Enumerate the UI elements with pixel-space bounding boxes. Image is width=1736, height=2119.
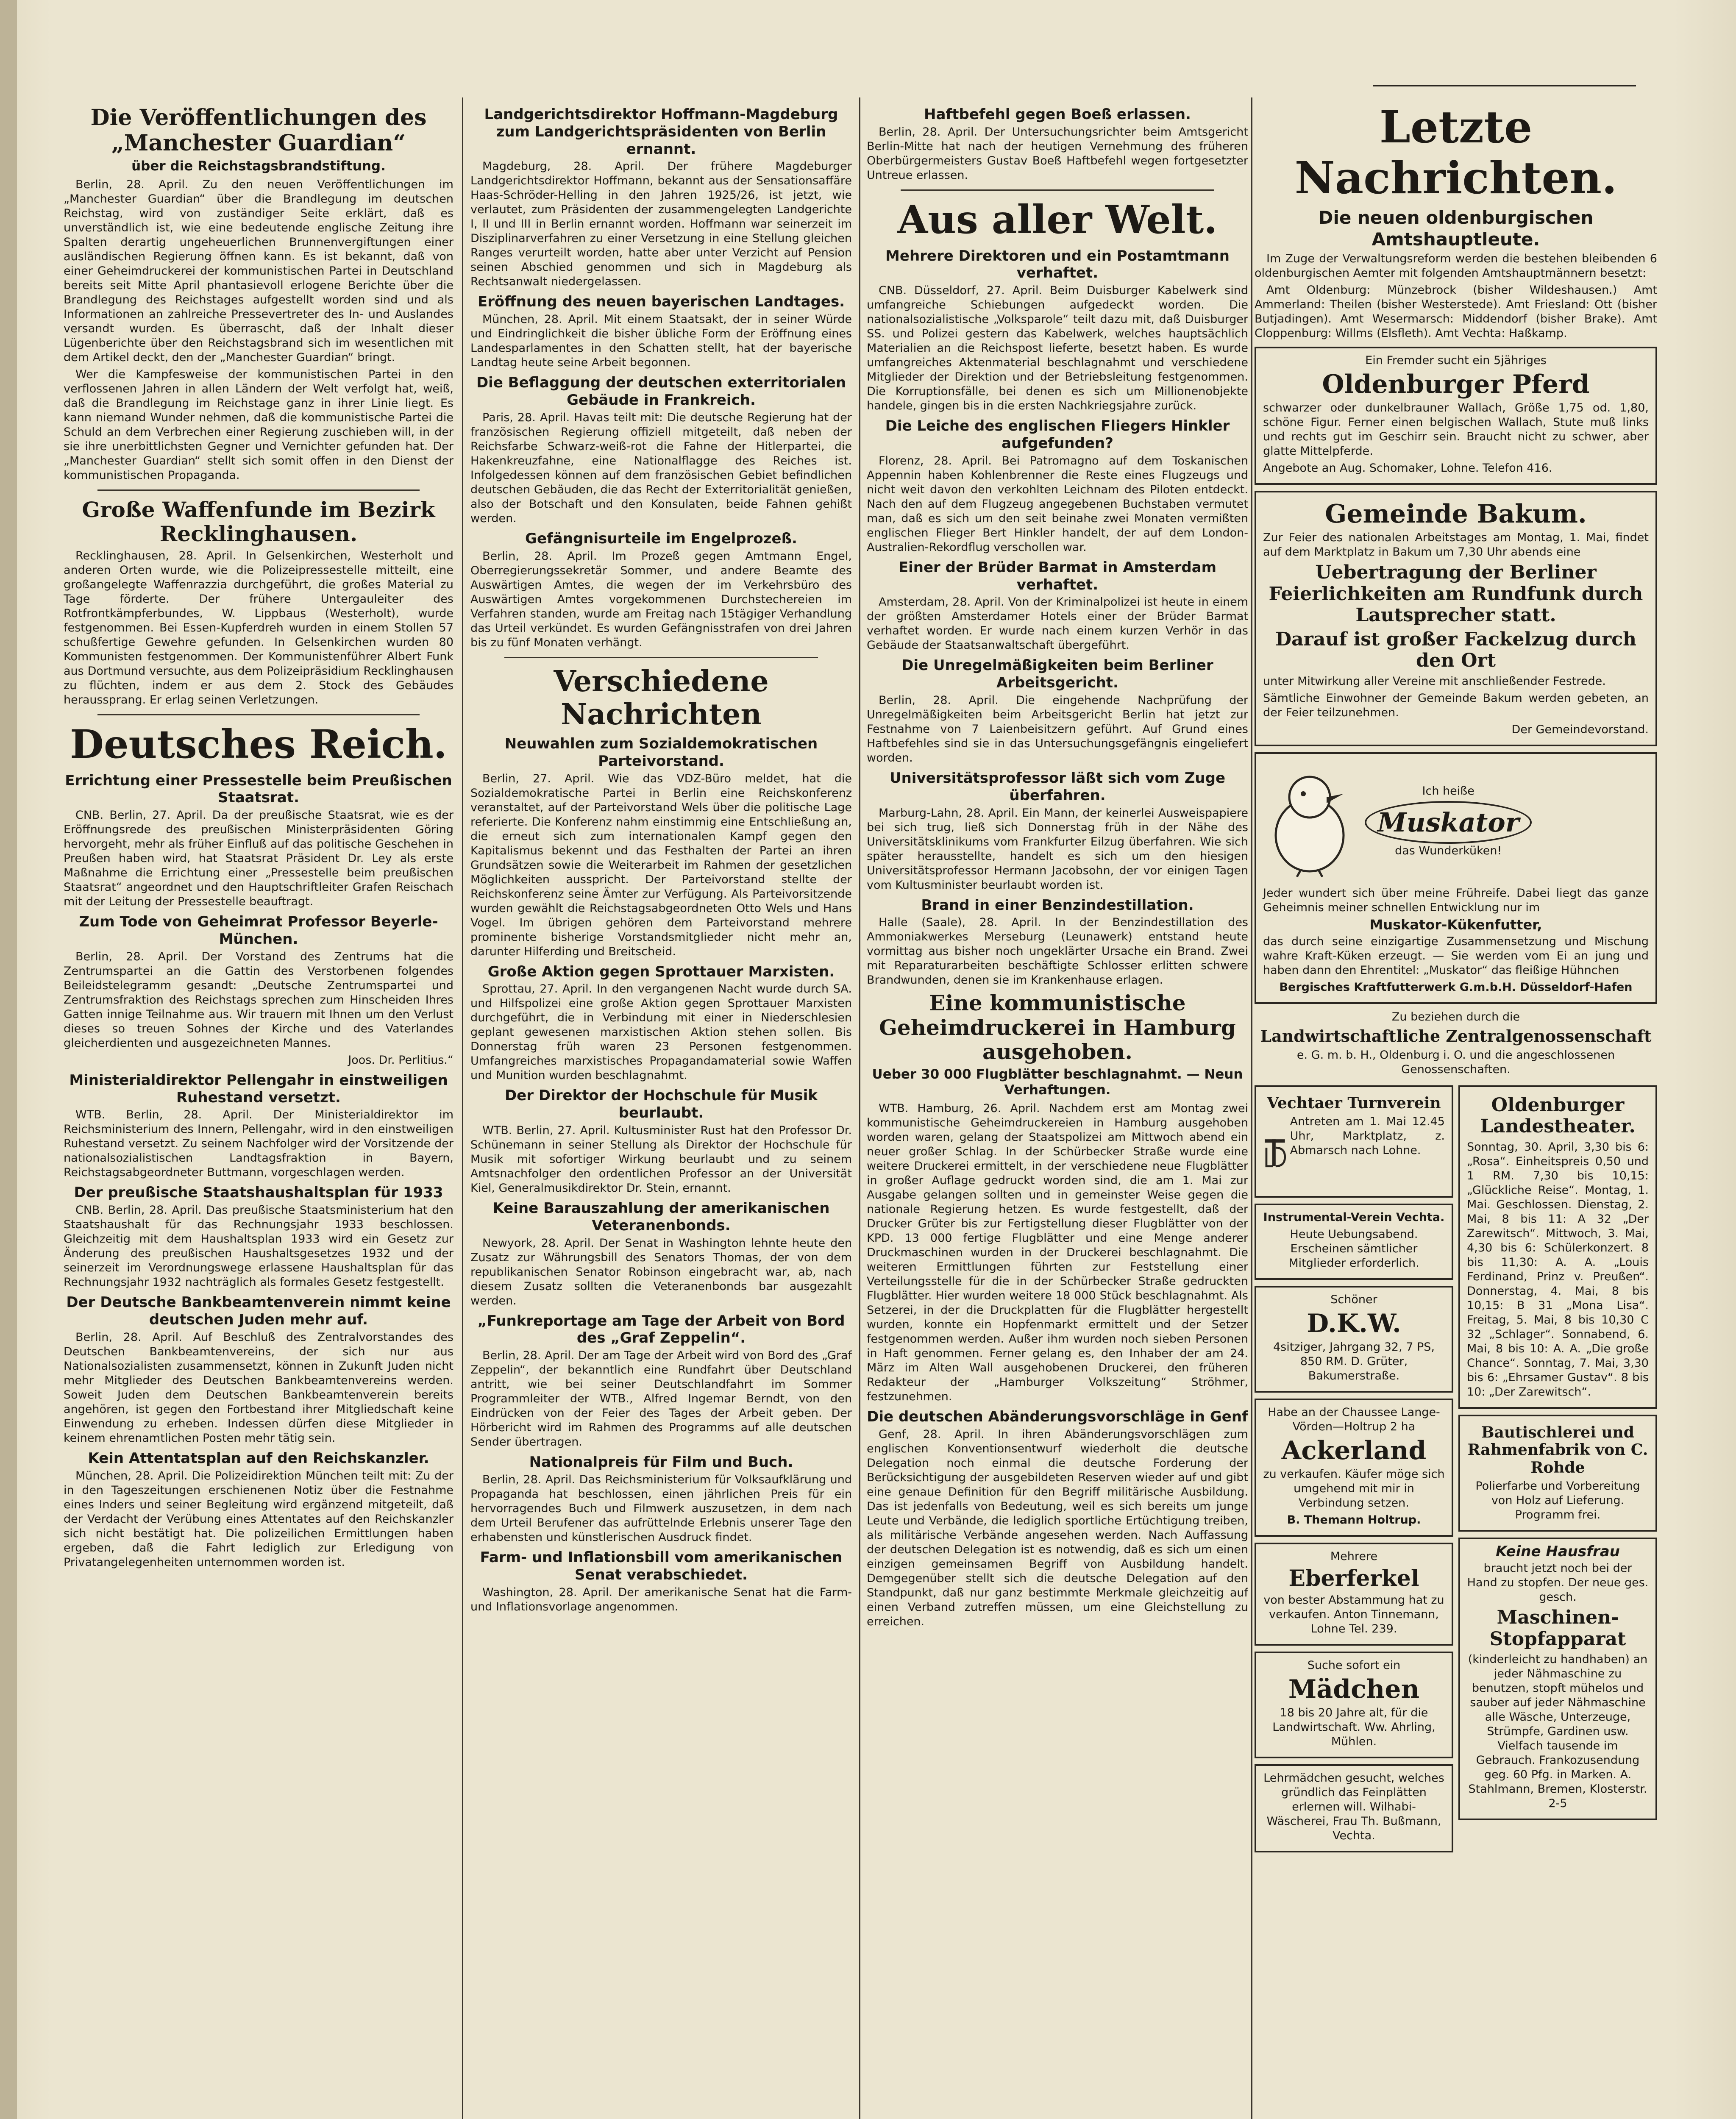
ad-text: Ich heiße xyxy=(1422,784,1474,798)
ad-title: Bautischlerei und Rahmenfabrik von C. Rohde xyxy=(1467,1423,1648,1477)
headline: Die neuen oldenburgischen Amtshauptleute. xyxy=(1318,207,1594,250)
section-title: Verschiedene Nachrichten xyxy=(554,664,769,731)
article-text: Sprottau, 27. April. In den vergangenen Nacht wurde durch SA. und Hilfspolizei eine große Aktion gegen Sprottauer Marxisten durchgeführt, die in Verbindung mit einer in Niederschlesien geplant gewesenen marxistischen Aktion stehen sollen. Bis Donnerstag früh waren 23 Personen festgenommen. Umfangreiches marxistisches Propagandamaterial sowie Waffen und Munition wurden beschlagnahmt. xyxy=(470,982,852,1082)
section-title: Deutsches Reich. xyxy=(70,721,447,767)
article-text: Berlin, 28. April. Im Prozeß gegen Amtmann Engel, Oberregierungssekretär Sommer, und andere Beamte des Auswärtigen Amtes, die wegen der im Verkehrsbüro des Auswärtigen Amtes vorgekommenen Durchstechereien im Verfahren standen, wurde am Freitag nach 15tägiger Verhandlung das Urteil verkündet. Es wurden Gefängnisstrafen von drei Jahren bis zu fünf Monaten verhängt. xyxy=(470,549,852,649)
article-text: Recklinghausen, 28. April. In Gelsenkirchen, Westerholt und anderen Orten wurde, wie die Polizeipressestelle mitteilt, eine großangelegte Waffenrazzia durchgeführt, die großes Material zu Tage förderte. Der frühere Untergauleiter des Rotfrontkämpferbundes, W. Lippbaus (Westerholt), wurde festgenommen. Bei Essen-Kupferdreh wurden in einem Stollen 57 schußfertige Gewehre gefunden. In Gelsenkirchen wurden 80 Kommunisten festgenommen. Der Kommunistenführer Albert Funk aus Dortmund versuchte, aus dem Polizeipräsidium Recklinghausen zu flüchten, indem er aus dem 2. Stock des Gebäudes heraussprang. Er erlag seinen Verletzungen. xyxy=(64,549,453,706)
ad-text: (kinderleicht zu handhaben) an jeder Nähmaschine zu benutzen, stopft mühelos und sauber auf jeder Nähmaschine alle Wäsche, Unterzeuge, Strümpfe, Gardinen usw. Vielfach tausende im Gebrauch. Frankozusendung geg. 60 Pfg. in Marken. A. Stahlmann, Bremen, Klosterstr. 2-5 xyxy=(1468,1653,1648,1810)
article-text: WTB. Berlin, 28. April. Der Ministerialdirektor im Reichsministerium des Innern, Pellengahr, wird in den einstweiligen Ruhestand versetzt. Zu seinem Nachfolger wird der Vorsitzende der nationalsozialistischen Landtagsfraktion in Bayern, Reichstagsabgeordneter Buttmann, vorgeschlagen werden. xyxy=(64,1108,453,1179)
ad-instrumental xyxy=(1255,1204,1453,1280)
separator xyxy=(97,489,420,491)
ad-text: zu verkaufen. Käufer möge sich umgehend mit mir in Verbindung setzen. xyxy=(1263,1468,1445,1510)
headline: Farm- und Inflationsbill vom amerikanischen Senat verabschiedet. xyxy=(480,1549,843,1583)
ad-eberferkel xyxy=(1255,1543,1453,1646)
separator xyxy=(901,189,1214,191)
article-text: Berlin, 28. April. Das Reichsministerium für Volksaufklärung und Propaganda hat beschlossen, einen jährlichen Preis für ein hervorragendes Buch und Filmwerk auszusetzen, in dem nach dem Urteil Berufener das aufrüttelnde Erlebnis unserer Tage den erhabensten und künstlerischen Ausdruck findet. xyxy=(470,1473,852,1544)
headline: Die Unregelmäßigkeiten beim Berliner Arbeitsgericht. xyxy=(901,657,1213,692)
ad-muskator xyxy=(1255,752,1657,1004)
headline: Haftbefehl gegen Boeß erlassen. xyxy=(924,106,1191,123)
article-text: Newyork, 28. April. Der Senat in Washington lehnte heute den Zusatz zur Währungsbill des Senators Thomas, der von dem republikanischen Senator Robinson eingebracht war, ab, nach diesem Zusatz sollten die Veteranenbonds bar ausgezahlt werden. xyxy=(470,1236,852,1307)
column-1 xyxy=(64,102,453,2119)
column-4 xyxy=(1255,102,1657,2119)
headline: „Funkreportage am Tage der Arbeit von Bord des „Graf Zeppelin“. xyxy=(477,1312,845,1347)
column-rule xyxy=(859,97,860,2119)
article-text: CNB. Düsseldorf, 27. April. Beim Duisburger Kabelwerk sind umfangreiche Schiebungen aufgedeckt worden. Die nationalsozialistische „Volksparole“ teilt dazu mit, daß Duisburger SS. und Polizei gestern das Kabelwerk, welches hauptsächlich Materialien an die Reichspost lieferte, besetzt haben. Es wurde umfangreiches Aktenmaterial beschlagnahmt und verschiedene Mitglieder der Direktion und der Betriebsleitung festgenommen. Die Korruptionsfälle, bei denen es sich um Millionenobjekte handele, gingen bis in die ersten Nachkriegsjahre zurück. xyxy=(867,284,1248,413)
ad-title: Eberferkel xyxy=(1288,1566,1419,1592)
article-text: WTB. Berlin, 27. April. Kultusminister Rust hat den Professor Dr. Schünemann in seiner Stellung als Direktor der Hochschule für Musik mit sofortiger Wirkung beurlaubt und zu seinem Amtsnachfolger den ordentlichen Professor an der Universität Kiel, Generalmusikdirektor Dr. Stein, ernannt. xyxy=(470,1123,852,1195)
article-text: Paris, 28. April. Havas teilt mit: Die deutsche Regierung hat der französischen Regierung offiziell mitgeteilt, daß neben der Reichsfarbe Schwarz-weiß-rot die Fahne der Hitlerpartei, die Hakenkreuzfahne, eine Nationalflagge des Reiches ist. Infolgedessen können auf dem französischen Gebiet befindlichen deutschen Gebäuden, die das Recht der Exterritorialität genießen, also der Botschaft und den Konsulaten, beide Fahnen gehißt werden. xyxy=(470,411,852,525)
section-title: Letzte Nachrichten. xyxy=(1294,102,1617,204)
headline: Nationalpreis für Film und Buch. xyxy=(529,1454,793,1471)
headline: Die Veröffentlichungen des „Manchester Guardian“ xyxy=(90,105,427,156)
article-text: Berlin, 28. April. Zu den neuen Veröffentlichungen im „Manchester Guardian“ über die Brandlegung im deutschen Reichstag, wird von zuständiger Seite erklärt, daß es unverständlich ist, wie eine bedeutende englische Zeitung ihre Spalten derartig ungeheuerlichen Brunnenvergiftungen einer ausländischen Regierung öffnen kann. Es ist bekannt, daß von einer Geheimdruckerei der kommunistischen Partei in Deutschland bereits seit Mitte April phantasievoll erlogene Berichte über die Brandlegung des Reichstages aufgestellt worden sind und als Informationen an zahlreiche Pressevertreter des In- und Auslandes versandt wurden. Es überrascht, daß der Inhalt dieser Lügenberichte über den Reichstagsbrand sich im wesentlichen mit dem Artikel deckt, den der „Manchester Guardian“ bringt. xyxy=(64,178,453,364)
article-text: Genf, 28. April. In ihren Abänderungsvorschlägen zum englischen Konventionsentwurf wiederholt die deutsche Delegation noch einmal die deutsche Forderung der Berücksichtigung der ausgebildeten Reserven wieder auf und gibt eine genaue Definition für den Begriff militärische Ausbildung. Das ist jedenfalls von Bedeutung, weil es sich bereits um junge Leute und Verbände, die lediglich sportliche Ertüchtigung treiben, als militärische Verbände angesehen werden. Nach Auffassung der deutschen Delegation ist es notwendig, daß es sich um einen einzigen gemeinsamen Begriff von Ausbildung handelt. Demgegenüber stellt sich die deutsche Delegation auf den Standpunkt, daß nur ganz bestimmte Merkmale gleichzeitig auf einen Verband zutreffen müssen, um eine Gleichstellung zu erreichen. xyxy=(867,1428,1248,1629)
article-text: München, 28. April. Mit einem Staatsakt, der in seiner Würde und Eindringlichkeit die bisher übliche Form der Eröffnung eines Landesparlamentes in den Schatten stellt, hat der bayerische Landtag heute seine Arbeit begonnen. xyxy=(470,313,852,370)
ad-title: Keine Hausfrau xyxy=(1496,1543,1620,1560)
ad-text: das durch seine einzigartige Zusammensetzung und Mischung wahre Kraft-Küken erzeugt. — Sie werden vom Ei an jung und haben dann den Ehrentitel: „Muskator“ das fleißige Hühnchen xyxy=(1263,934,1649,977)
ad-text: B. Themann Holtrup. xyxy=(1287,1513,1421,1527)
ad-title: D.K.W. xyxy=(1307,1309,1401,1339)
ad-text: Antreten am 1. Mai 12.45 Uhr, Marktplatz, z. Abmarsch nach Lohne. xyxy=(1290,1115,1445,1157)
headline: Eine kommunistische Geheimdruckerei in Hamburg ausgehoben. xyxy=(879,990,1236,1065)
article-text: Berlin, 28. April. Die eingehende Nachprüfung der Unregelmäßigkeiten beim Arbeitsgericht Berlin hat jetzt zur Festnahme von 7 Laienbeisitzern geführt. Auf Grund eines Haftbefehles sind sie in das Untersuchungsgefängnis eingeliefert worden. xyxy=(867,693,1248,765)
article-text: Berlin, 28. April. Der am Tage der Arbeit wird von Bord des „Graf Zeppelin“, der bekanntlich eine Rundfahrt über Deutschland antritt, wie bei seiner Deutschlandfahrt im Sommer Programmleiter der WTB., Alfred Ingemar Berndt, von den Eindrücken von der Feier des Tages der Arbeit geben. Der Hörbericht wird im Rahmen des Programms auf alle deutschen Sender übertragen. xyxy=(470,1349,852,1449)
ad-text: Habe an der Chaussee Lange-Vörden—Holtrup 2 ha xyxy=(1268,1406,1440,1434)
header-rule xyxy=(1373,85,1636,86)
ad-turnverein xyxy=(1255,1085,1453,1198)
ad-text: das Wunderküken! xyxy=(1395,844,1502,858)
ad-text: e. G. m. b. H., Oldenburg i. O. und die angeschlossenen Genossenschaften. xyxy=(1296,1048,1615,1076)
signature: Joos. Dr. Perlitius.“ xyxy=(348,1053,453,1067)
ad-title: Oldenburger Landestheater. xyxy=(1480,1094,1636,1137)
headline: Universitätsprofessor läßt sich vom Zuge überfahren. xyxy=(889,769,1226,804)
ad-text: Ein Fremder sucht ein 5jähriges xyxy=(1365,353,1547,367)
headline: Einer der Brüder Barmat in Amsterdam verhaftet. xyxy=(898,559,1217,593)
ad-maedchen xyxy=(1255,1652,1453,1758)
headline: Der Direktor der Hochschule für Musik beurlaubt. xyxy=(504,1087,818,1122)
headline: Der Deutsche Bankbeamtenverein nimmt keine deutschen Juden mehr auf. xyxy=(66,1294,451,1328)
ad-text: braucht jetzt noch bei der Hand zu stopfen. Der neue ges. gesch. xyxy=(1467,1561,1649,1604)
headline: Der preußische Staatshaushaltsplan für 1933 xyxy=(74,1184,443,1201)
headline: Die Leiche des englischen Fliegers Hinkler aufgefunden? xyxy=(885,417,1230,452)
ad-signature: Der Gemeindevorstand. xyxy=(1511,723,1649,736)
subheadline: Ueber 30 000 Flugblätter beschlagnahmt. — Neun Verhaftungen. xyxy=(872,1066,1243,1098)
headline: Kein Attentatsplan auf den Reichskanzler. xyxy=(88,1449,429,1467)
ad-bakum xyxy=(1255,491,1657,746)
headline: Gefängnisurteile im Engelprozeß. xyxy=(525,530,797,547)
headline: Neuwahlen zum Sozialdemokratischen Parteivorstand. xyxy=(504,735,818,770)
ad-title: Oldenburger Pferd xyxy=(1322,369,1590,399)
ad-theater xyxy=(1458,1085,1657,1409)
ad-text: unter Mitwirkung aller Vereine mit anschließender Festrede. xyxy=(1263,674,1606,688)
ad-headline: Uebertragung der Berliner Feierlichkeiten am Rundfunk durch Lautsprecher statt. xyxy=(1269,561,1643,626)
article-text: Wer die Kampfesweise der kommunistischen Partei in den verflossenen Jahren in allen Ländern der Welt verfolgt hat, weiß, daß die Brandlegung im Reichstage ganz in ihrer Linie liegt. Es kann niemand Wunder nehmen, daß die kommunistische Partei die Schuld an dem Verbrechen einer Regierung zuschieben will, in der sie ihre unerbittlichsten Gegner und Vernichter gefunden hat. Der „Manchester Guardian“ stellt sich somit offen in den Dienst der kommunistischen Propaganda. xyxy=(64,367,453,482)
ad-text: Heute Uebungsabend. Erscheinen sämtlicher Mitglieder erforderlich. xyxy=(1288,1228,1419,1270)
ad-text: Bergisches Kraftfutterwerk G.m.b.H. Düsseldorf-Hafen xyxy=(1279,980,1633,994)
headline: Die Beflaggung der deutschen exterritorialen Gebäude in Frankreich. xyxy=(476,374,846,409)
headline: Zum Tode von Geheimrat Professor Beyerle-München. xyxy=(79,913,438,948)
ad-title: Maschinen-Stopfapparat xyxy=(1489,1606,1626,1650)
ad-text: Polierfarbe und Vorbereitung von Holz auf Lieferung. Programm frei. xyxy=(1475,1479,1640,1521)
ad-horse xyxy=(1255,347,1657,485)
ad-title: Instrumental-Verein Vechta. xyxy=(1263,1211,1445,1224)
headline: Brand in einer Benzindestillation. xyxy=(921,896,1194,914)
chick-illustration-icon xyxy=(1263,768,1356,878)
ad-text: Muskator-Kükenfutter, xyxy=(1369,916,1542,933)
ad-text: 4sitziger, Jahrgang 32, 7 PS, 850 RM. D. Grüter, Bakumerstraße. xyxy=(1273,1340,1435,1383)
headline: Große Aktion gegen Sprottauer Marxisten. xyxy=(487,963,835,980)
turnverein-logo-icon xyxy=(1263,1115,1287,1191)
headline: Landgerichtsdirektor Hoffmann-Magdeburg zum Landgerichtspräsidenten von Berlin ernannt. xyxy=(484,106,838,158)
article-text: Halle (Saale), 28. April. In der Benzindestillation des Ammoniakwerkes Merseburg (Leunawerk) entstand heute vormittag aus bisher noch ungeklärter Ursache ein Brand. Zwei mit Reparaturarbeiten beschäftigte Schlosser erlitten schwere Brandwunden, denen sie im Krankenhause erlagen. xyxy=(867,916,1248,987)
column-rule xyxy=(462,97,463,2119)
ad-text: Suche sofort ein xyxy=(1307,1659,1401,1672)
ad-wilhabi xyxy=(1255,1764,1453,1852)
article-text: Washington, 28. April. Der amerikanische Senat hat die Farm- und Inflationsvorlage angenommen. xyxy=(470,1585,852,1613)
headline: Ministerialdirektor Pellengahr in einstweiligen Ruhestand versetzt. xyxy=(69,1071,448,1106)
ad-logo: Muskator xyxy=(1365,801,1532,844)
article-text: Magdeburg, 28. April. Der frühere Magdeburger Landgerichtsdirektor Hoffmann, bekannt aus der Sensationsaffäre Haas-Schröder-Helling in den Jahren 1925/26, ist jetzt, wie verlautet, zum Präsidenten der zusammengelegten Landgerichte I, II und III in Berlin ernannt worden. Hoffmann war seinerzeit im Disziplinarverfahren zu einer Versetzung in eine Stellung gleichen Ranges verurteilt worden, hatte aber unter Verzicht auf Pension seinen Abschied genommen und sich in Magdeburg als Rechtsanwalt niedergelassen. xyxy=(470,160,852,289)
article-text: CNB. Berlin, 28. April. Das preußische Staatsministerium hat den Staatshaushalt für das Rechnungsjahr 1933 beschlossen. Gleichzeitig mit dem Haushaltsplan 1933 wird ein Gesetz zur Änderung des preußischen Haushaltsgesetzes 1932 und der seinerzeit im Verordnungswege erlassene Haushaltsplan für das Rechnungsjahr 1932 nachträglich als formales Gesetz festgestellt. xyxy=(64,1204,453,1289)
ad-text: 18 bis 20 Jahre alt, für die Landwirtschaft. Ww. Ahrling, Mühlen. xyxy=(1272,1706,1436,1749)
ad-headline: Landwirtschaftliche Zentralgenossenschaft xyxy=(1260,1026,1652,1046)
ad-text: Zur Feier des nationalen Arbeitstages am Montag, 1. Mai, findet auf dem Marktplatz in Bakum um 7,30 Uhr abends eine xyxy=(1263,531,1649,559)
headline: Errichtung einer Pressestelle beim Preußischen Staatsrat. xyxy=(65,772,452,806)
ad-text: Sonntag, 30. April, 3,30 bis 6: „Rosa“. Einheitspreis 0,50 und 1 RM. 7,30 bis 10,15: „Glückliche Reise“. Montag, 1. Mai. Geschlossen. Dienstag, 2. Mai, 8 bis 11: A 32 „Der Zarewitsch“. Mittwoch, 3. Mai, 4,30 bis 6: Schülerkonzert. 8 bis 11,30: A. A. „Louis Ferdinand, Prinz v. Preußen“. Donnerstag, 4. Mai, 8 bis 10,15: B 31 „Mona Lisa“. Freitag, 5. Mai, 8 bis 10,30 C 32 „Schlager“. Sonnabend, 6. Mai, 8 bis 10: A. A. „Die große Chance“. Sonntag, 7. Mai, 3,30 bis 6: „Ehrsamer Gustav“. 8 bis 10: „Der Zarewitsch“. xyxy=(1467,1140,1649,1399)
column-3 xyxy=(867,102,1248,2119)
article-text: Florenz, 28. April. Bei Patromagno auf dem Toskanischen Appennin haben Kohlenbrenner die Reste eines Flugzeugs und nicht weit davon den verkohlten Leichnam des Piloten entdeckt. Nach den auf dem Flugzeug angegebenen Buchstaben vermutet man, daß es sich um den seit beinahe zwei Monaten vermißten englischen Flieger Bert Hinkler handelt, der auf dem London-Australien-Rekordflug verschollen war. xyxy=(867,454,1248,554)
article-text: Berlin, 28. April. Auf Beschluß des Zentralvorstandes des Deutschen Bankbeamtenvereins, der sich nur aus Nationalsozialisten zusammensetzt, können in Zukunft Juden nicht mehr Mitglieder des Deutschen Bankbeamtenvereins werden. Soweit Juden dem Deutschen Bankbeamtenverein bereits angehören, ist gegen den Fortbestand ihrer Mitgliedschaft keine Einwendung zu erheben. Indessen dürfen diese Mitglieder in keinem ehrenamtlichen Posten mehr tätig sein. xyxy=(64,1330,453,1445)
page-edge xyxy=(0,0,17,2119)
ad-text: schwarzer oder dunkelbrauner Wallach, Größe 1,75 od. 1,80, schöne Figur. Ferner einen belgischen Wallach, Stute muß links und rechts gut im Geschirr sein. Braucht nicht zu schwer, aber glatte Mittelpferde. xyxy=(1263,401,1649,458)
ad-text: Lehrmädchen gesucht, welches gründlich das Feinplätten erlernen will. Wilhabi-Wäscherei, Frau Th. Bußmann, Vechta. xyxy=(1263,1771,1444,1843)
article-text: Amsterdam, 28. April. Von der Kriminalpolizei ist heute in einem der größten Amsterdamer Hotels einer der Brüder Barmat verhaftet worden. Er wurde nach einem kurzen Verhör in das Gebäude der Staatsanwaltschaft übergeführt. xyxy=(867,595,1248,652)
article-text: Im Zuge der Verwaltungsreform werden die bestehen bleibenden 6 oldenburgischen Aemter mit folgenden Amtshauptmännern besetzt: xyxy=(1255,252,1657,280)
article-text: Marburg-Lahn, 28. April. Ein Mann, der keinerlei Ausweispapiere bei sich trug, ließ sich Donnerstag früh in der Nähe des Universitätsklinikums vom Frankfurter Eilzug überfahren. Wie sich später herausstellte, handelt es sich um den hiesigen Universitätsprofessor Hermann Jacobsohn, der vor einigen Tagen vom Kultusminister beurlaubt worden ist. xyxy=(867,806,1248,892)
ad-text: Zu beziehen durch die xyxy=(1391,1010,1520,1023)
section-title: Aus aller Welt. xyxy=(897,196,1218,242)
separator xyxy=(97,714,420,715)
ad-text: Angebote an Aug. Schomaker, Lohne. Telefon 416. xyxy=(1263,461,1552,475)
headline: Mehrere Direktoren und ein Postamtmann verhaftet. xyxy=(885,247,1230,282)
article-text: CNB. Berlin, 27. April. Da der preußische Staatsrat, wie es der Eröffnungsrede des preußischen Ministerpräsidenten Göring hervorgeht, mehr als früher Einfluß auf das politische Geschehen in Preußen haben wird, hat Staatsrat Präsident Dr. Ley als erste Maßnahme die Errichtung einer „Pressestelle beim preußischen Staatsrat“ angeordnet und den Hauptschriftleiter Grafen Reischach mit der Leitung der Pressestelle beauftragt. xyxy=(64,809,453,909)
ad-rohde xyxy=(1458,1415,1657,1532)
ad-title: Mädchen xyxy=(1288,1674,1420,1705)
headline: Eröffnung des neuen bayerischen Landtages. xyxy=(477,293,845,311)
ad-text: Jeder wundert sich über meine Frühreife. Dabei liegt das ganze Geheimnis meiner schnellen Entwicklung nur im xyxy=(1263,886,1649,914)
ad-headline: Darauf ist großer Fackelzug durch den Ort xyxy=(1275,628,1637,672)
article-text: München, 28. April. Die Polizeidirektion München teilt mit: Zu der in den Tageszeitungen erschienenen Notiz über die Festnahme eines Inders und seiner Begleitung wird ergänzend mitgeteilt, daß der Verdacht der Verübung eines Attentates auf den Reichskanzler sich nicht bestätigt hat. Die polizeilichen Ermittlungen haben ergeben, daß die Fahrt lediglich zur Erledigung von Privatangelegenheiten unternommen worden ist. xyxy=(64,1469,453,1569)
article-text: Berlin, 28. April. Der Vorstand des Zentrums hat die Zentrumspartei an die Gattin des Verstorbenen folgendes Beileidstelegramm gesandt: „Deutsche Zentrumspartei und Zentrumsfraktion des Reichstags sprechen zum Hinscheiden Ihres Gatten innige Teilnahme aus. Wir trauern mit Ihnen um den Verlust dieses so treuen Sohnes der Kirche und des Vaterlandes gleicherdienten und ausgezeichneten Mannes. xyxy=(64,950,453,1050)
column-2 xyxy=(470,102,852,2119)
ad-text: Sämtliche Einwohner der Gemeinde Bakum werden gebeten, an der Feier teilzunehmen. xyxy=(1263,691,1649,719)
article-text: Berlin, 27. April. Wie das VDZ-Büro meldet, hat die Sozialdemokratische Partei in Berlin eine Reichskonferenz veranstaltet, auf der Parteivorstand Wels über die politische Lage referierte. Die Konferenz nahm einstimmig eine Entschließung an, die erneut sich zum internationalen Kampf gegen den Kapitalismus bekennt und das Festhalten der Partei an ihren Grundsätzen sowie die Weiterarbeit im Rahmen der gesetzlichen Möglichkeiten ausspricht. Der Parteivorstand stellte der Reichskonferenz seine Ämter zur Verfügung. Als Parteivorsitzende wurden gewählt die Reichstagsabgeordneten Otto Wels und Hans Vogel. Im übrigen gehören dem Parteivorstand mehrere prominente bisherige Vorstandsmitglieder nicht mehr an, darunter Hilferding und Breitscheid. xyxy=(470,772,852,958)
ad-title: Vechtaer Turnverein xyxy=(1267,1094,1441,1112)
column-rule xyxy=(1251,97,1252,2119)
separator xyxy=(504,657,818,658)
ad-text: Schöner xyxy=(1330,1293,1377,1307)
ad-ackerland xyxy=(1255,1399,1453,1537)
ad-title: Gemeinde Bakum. xyxy=(1325,499,1587,529)
headline: Große Waffenfunde im Bezirk Recklinghausen. xyxy=(82,497,435,547)
article-text: Berlin, 28. April. Der Untersuchungsrichter beim Amtsgericht Berlin-Mitte hat nach der heutigen Vernehmung des früheren Oberbürgermeisters Gustav Boeß Haftbefehl wegen fortgesetzter Untreue erlassen. xyxy=(867,125,1248,182)
ad-stopapparat xyxy=(1458,1538,1657,1820)
article-text: WTB. Hamburg, 26. April. Nachdem erst am Montag zwei kommunistische Geheimdruckereien in Hamburg ausgehoben worden waren, gelang der Staatspolizei am Mittwoch abend ein neuer großer Schlag. In der Schürbecker Straße wurde eine weitere Druckerei ermittelt, in der verschiedene neue Flugblätter in großer Auflage gedruckt worden sind, die am 1. Mai zur Ausgabe gelangen sollten und in gemeinster Weise gegen die nationale Regierung hetzen. Es wurde festgestellt, daß der Drucker Grüter bis zur Fertigstellung dieser Flugblätter von der KPD. 13 000 fertige Flugblätter und eine Menge anderer Druckmaschinen wurden in der Druckerei beschlagnahmt. Die weiteren Ermittlungen führten zur Feststellung einer Verteilungsstelle für die in der Schürbecker Straße gedruckten Flugblätter. Hier wurden weitere 18 000 Stück beschlagnahmt. Als Setzerei, in der die Druckplatten für die Flugblätter hergestellt wurden, konnte ein Hopfenmarkt ermittelt und der Setzer festgenommen werden. Außer ihm wurden noch sieben Personen in Haft genommen. Ferner gelang es, den Inhaber der am 24. März im Alten Wall ausgehobenen Druckerei, den früheren Redakteur der „Hamburger Volkszeitung“ Ströhmer, festzunehmen. xyxy=(867,1102,1248,1404)
ad-text: von bester Abstammung hat zu verkaufen. Anton Tinnemann, Lohne Tel. 239. xyxy=(1263,1593,1444,1636)
article-text: Amt Oldenburg: Münzebrock (bisher Wildeshausen.) Amt Ammerland: Theilen (bisher Westerstede). Amt Friesland: Ott (bisher Butjadingen). Amt Wesermarsch: Middendorf (bisher Brake). Amt Cloppenburg: Willms (Elsfleth). Amt Vechta: Haßkamp. xyxy=(1255,283,1657,340)
ad-text: Mehrere xyxy=(1330,1550,1378,1563)
ad-title: Ackerland xyxy=(1281,1436,1427,1466)
headline: Die deutschen Abänderungsvorschläge in Genf xyxy=(867,1408,1248,1426)
ad-dkw xyxy=(1255,1286,1453,1393)
subheadline: über die Reichstagsbrandstiftung. xyxy=(131,158,386,174)
headline: Keine Barauszahlung der amerikanischen Veteranenbonds. xyxy=(492,1199,830,1234)
